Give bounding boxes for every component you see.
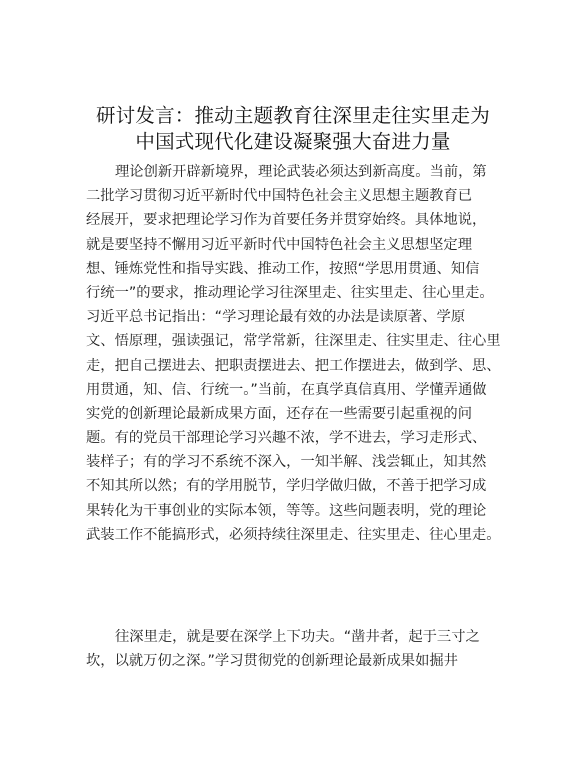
paragraph-line: 实党的创新理论最新成果方面，还存在一些需要引起重视的问 <box>86 405 473 422</box>
paragraph-line: 往深里走，就是要在深学上下功夫。“凿井者，起于三寸之 <box>115 629 480 645</box>
paragraph-line: 装样子；有的学习不系统不深入，一知半解、浅尝辄止，知其然 <box>86 454 487 471</box>
paragraph-line: 题。有的党员干部理论学习兴趣不浓，学不进去，学习走形式、 <box>86 430 487 447</box>
paragraph-line: 武装工作不能搞形式，必须持续往深里走、往实里走、往心里走。 <box>86 526 501 543</box>
paragraph-2 <box>86 625 514 673</box>
paragraph-line: 用贯通，知、信、行统一。”当前，在真学真信真用、学懂弄通做 <box>86 381 487 398</box>
paragraph-line: 习近平总书记指出：“学习理论最有效的办法是读原著、学原 <box>86 309 466 326</box>
paragraph-line: 走，把自己摆进去、把职责摆进去、把工作摆进去，做到学、思、 <box>86 357 501 374</box>
paragraph-line: 不知其所以然；有的学用脱节，学归学做归做，不善于把学习成 <box>86 478 487 495</box>
paragraph-line: 文、悟原理，强读强记，常学常新，往深里走、往实里走、往心里 <box>86 333 501 350</box>
title-line-1: 研讨发言：推动主题教育往深里走往实里走为 <box>95 104 490 127</box>
paragraph-line: 理论创新开辟新境界，理论武装必须达到新高度。当前，第 <box>115 164 487 180</box>
paragraph-line: 二批学习贯彻习近平新时代中国特色社会主义思想主题教育已 <box>86 188 473 205</box>
paragraph-line: 就是要坚持不懈用习近平新时代中国特色社会主义思想坚定理 <box>86 236 473 253</box>
paragraph-line: 果转化为干事创业的实际本领，等等。这些问题表明，党的理论 <box>86 502 487 519</box>
paragraph-1 <box>86 160 514 547</box>
document-title <box>60 103 526 155</box>
title-line-2: 中国式现代化建设凝聚强大奋进力量 <box>135 130 451 153</box>
paragraph-line: 想、锤炼党性和指导实践、推动工作，按照“学思用贯通、知信 <box>86 260 480 277</box>
paragraph-line: 经展开，要求把理论学习作为首要任务并贯穿始终。具体地说， <box>86 212 487 229</box>
paragraph-line: 行统一”的要求，推动理论学习往深里走、往实里走、往心里走。 <box>86 284 494 301</box>
paragraph-line: 坎，以就万仞之深。”学习贯彻党的创新理论最新成果如掘井 <box>86 653 458 670</box>
